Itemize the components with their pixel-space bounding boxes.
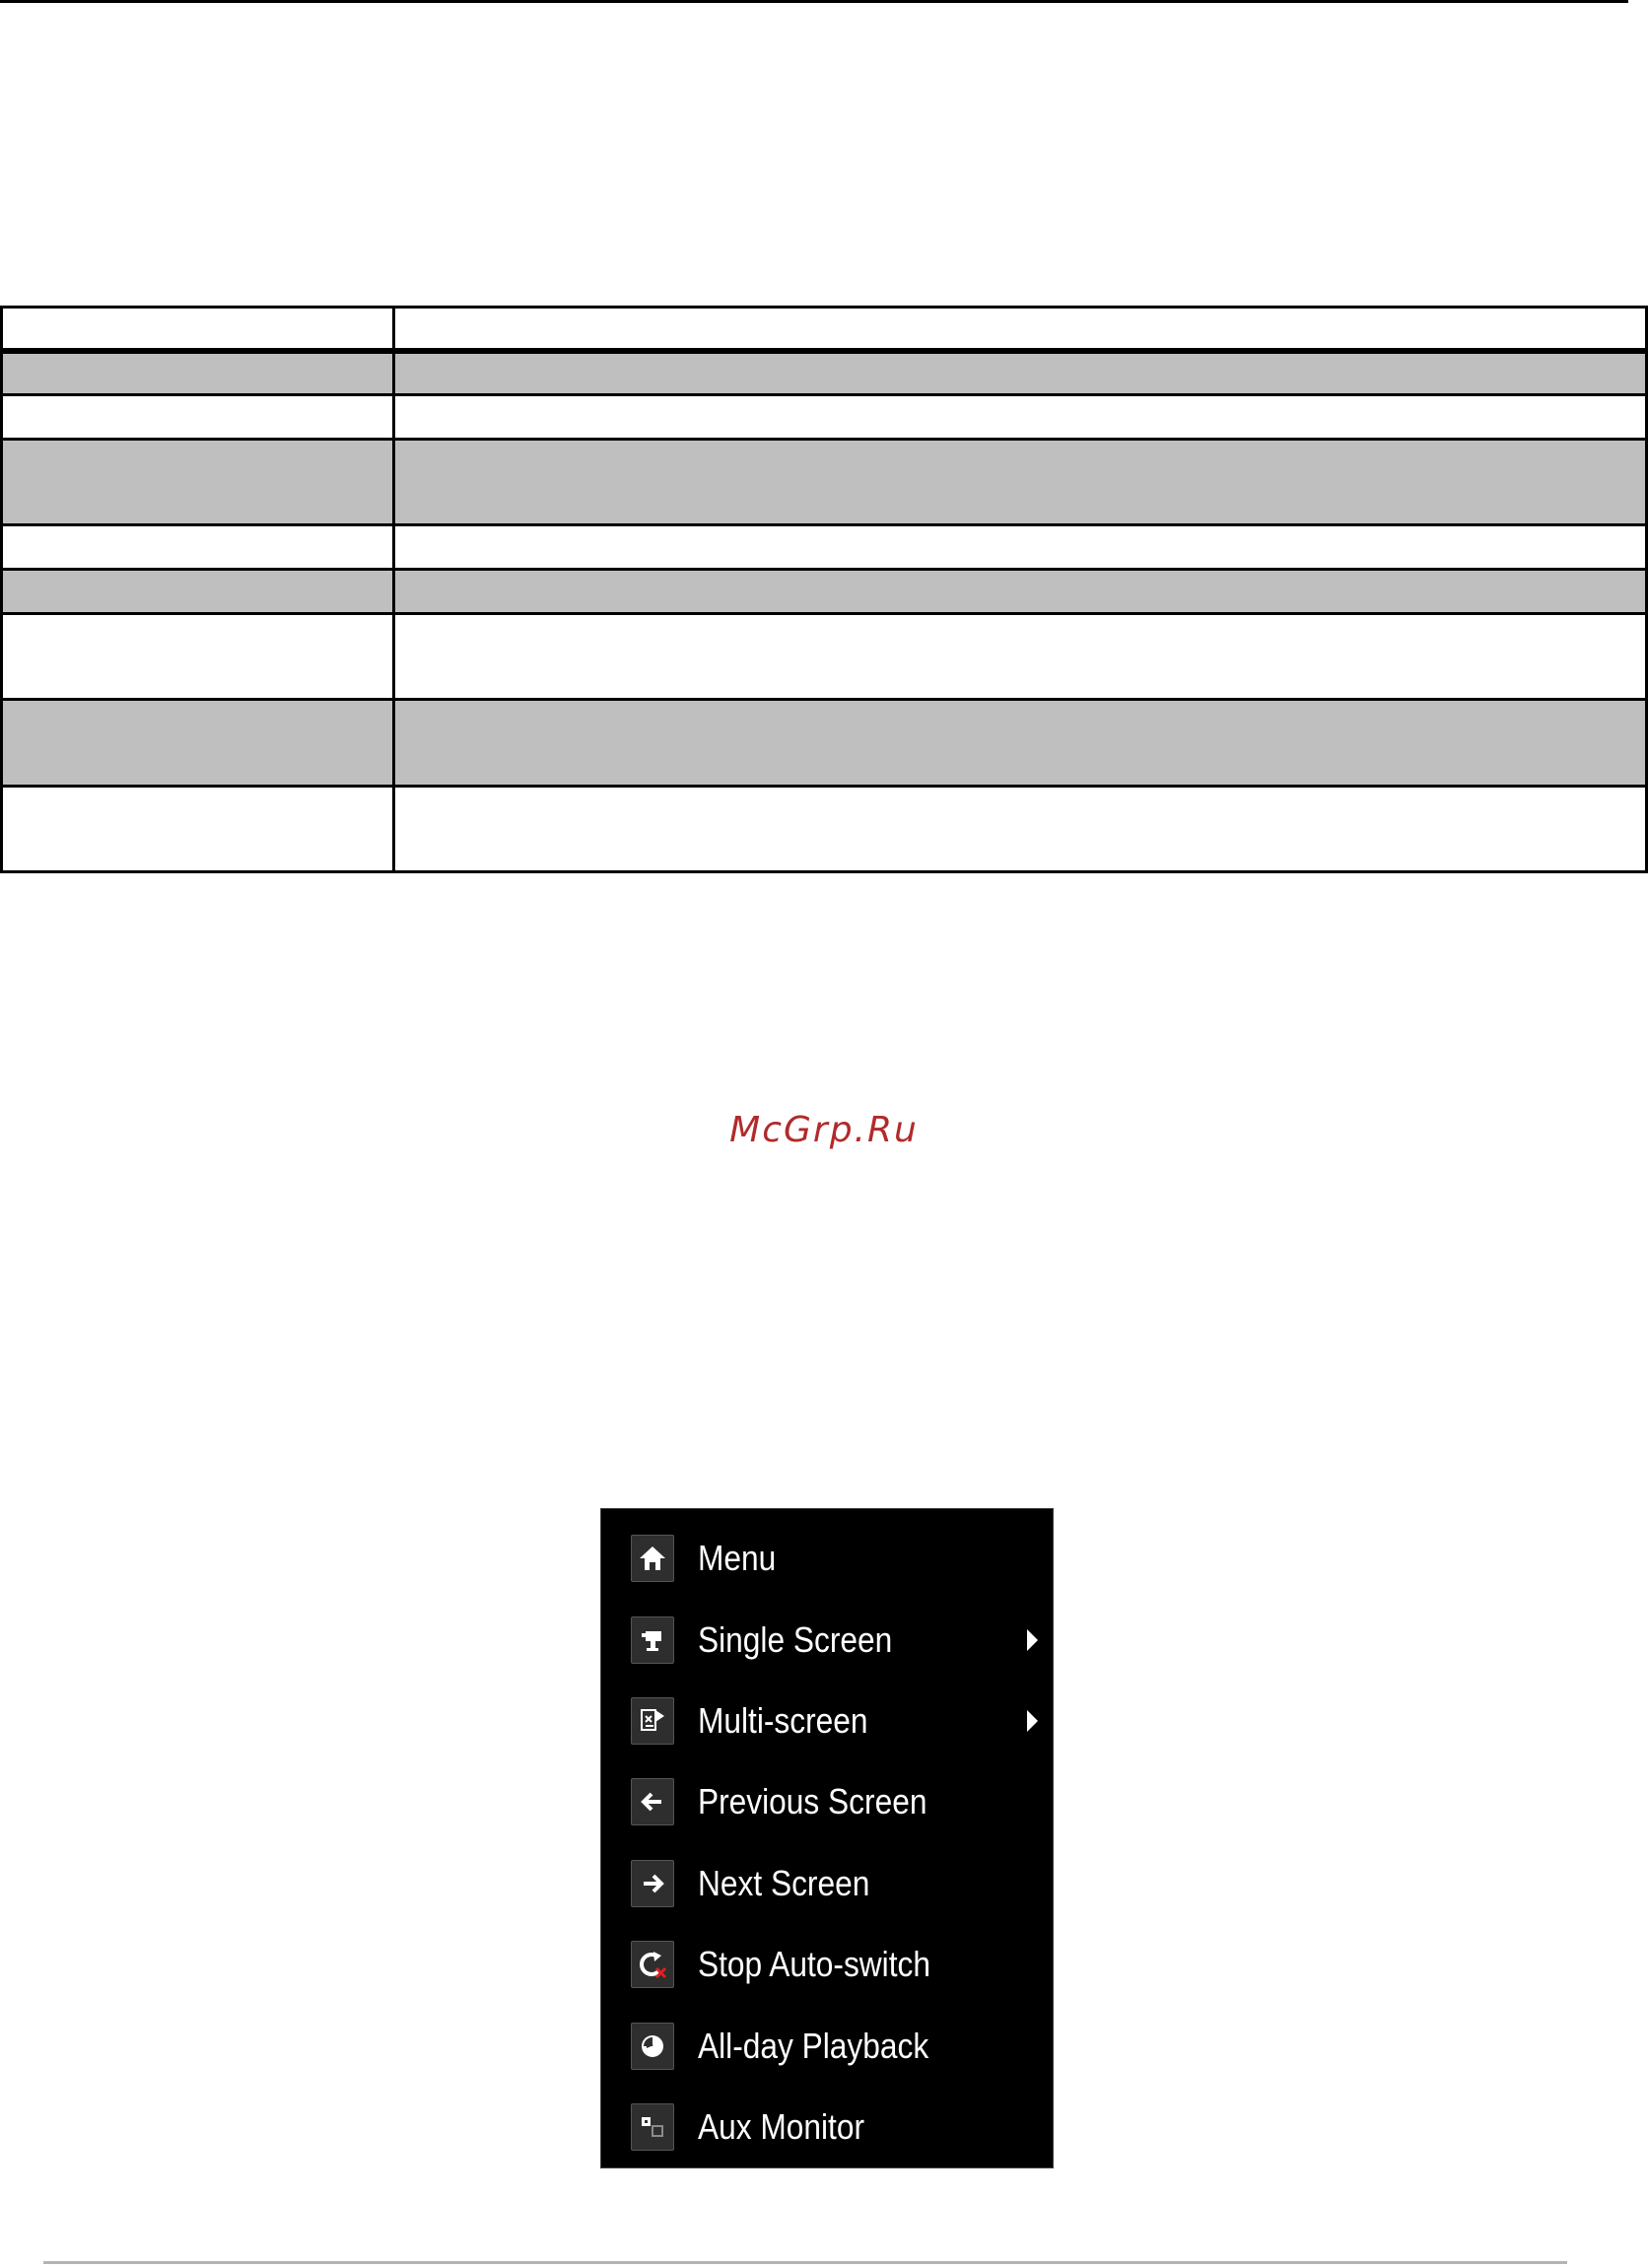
table-cell [2,351,394,395]
table-cell [2,614,394,700]
table-row [2,700,1647,787]
table-cell [2,440,394,525]
table-row [2,787,1647,872]
table-row [2,614,1647,700]
table-row [2,440,1647,525]
menu-item-label: Previous Screen [698,1781,927,1821]
table-cell [2,525,394,570]
arrow-left-icon [631,1778,674,1825]
table-cell [394,395,1647,440]
bottom-rule [43,2261,1567,2264]
top-rule [0,0,1628,3]
table-row [2,525,1647,570]
table-cell [394,308,1647,351]
menu-item-multi-screen[interactable] [631,1692,1045,1750]
watermark: McGrp.Ru [729,1110,919,1150]
menu-item-all-day-playback[interactable] [631,2018,1045,2075]
stop-auto-switch-icon [631,1941,674,1988]
menu-item-label: All-day Playback [698,2026,929,2066]
menu-item-aux-monitor[interactable] [631,2098,1045,2156]
table-cell [394,614,1647,700]
camera-icon [631,1616,674,1664]
table-cell [394,570,1647,614]
menu-item-label: Stop Auto-switch [698,1944,930,1984]
table-row [2,395,1647,440]
menu-item-label: Multi-screen [698,1700,868,1741]
table-cell [394,787,1647,872]
table-cell [394,440,1647,525]
menu-item-menu[interactable] [631,1530,1045,1587]
submenu-arrow-icon [1027,1710,1038,1732]
function-table [0,306,1648,873]
playback-icon [631,2023,674,2070]
menu-item-previous-screen[interactable] [631,1773,1045,1830]
table-cell [2,570,394,614]
table-cell [2,700,394,787]
table-cell [394,351,1647,395]
menu-item-label: Next Screen [698,1863,870,1903]
context-menu [600,1508,1054,2168]
table-row [2,351,1647,395]
aux-monitor-icon [631,2103,674,2151]
menu-item-next-screen[interactable] [631,1855,1045,1912]
table-cell [2,308,394,351]
table-row [2,570,1647,614]
table-cell [394,525,1647,570]
menu-item-stop-auto-switch[interactable] [631,1936,1045,1993]
menu-item-label: Aux Monitor [698,2106,865,2147]
menu-item-label: Menu [698,1538,777,1578]
menu-item-single-screen[interactable] [631,1612,1045,1669]
table-cell [2,787,394,872]
multi-screen-icon [631,1697,674,1745]
table-cell [394,700,1647,787]
table-header-row [2,308,1647,351]
menu-item-label: Single Screen [698,1619,893,1660]
home-icon [631,1535,674,1582]
submenu-arrow-icon [1027,1629,1038,1651]
table-cell [2,395,394,440]
arrow-right-icon [631,1860,674,1907]
